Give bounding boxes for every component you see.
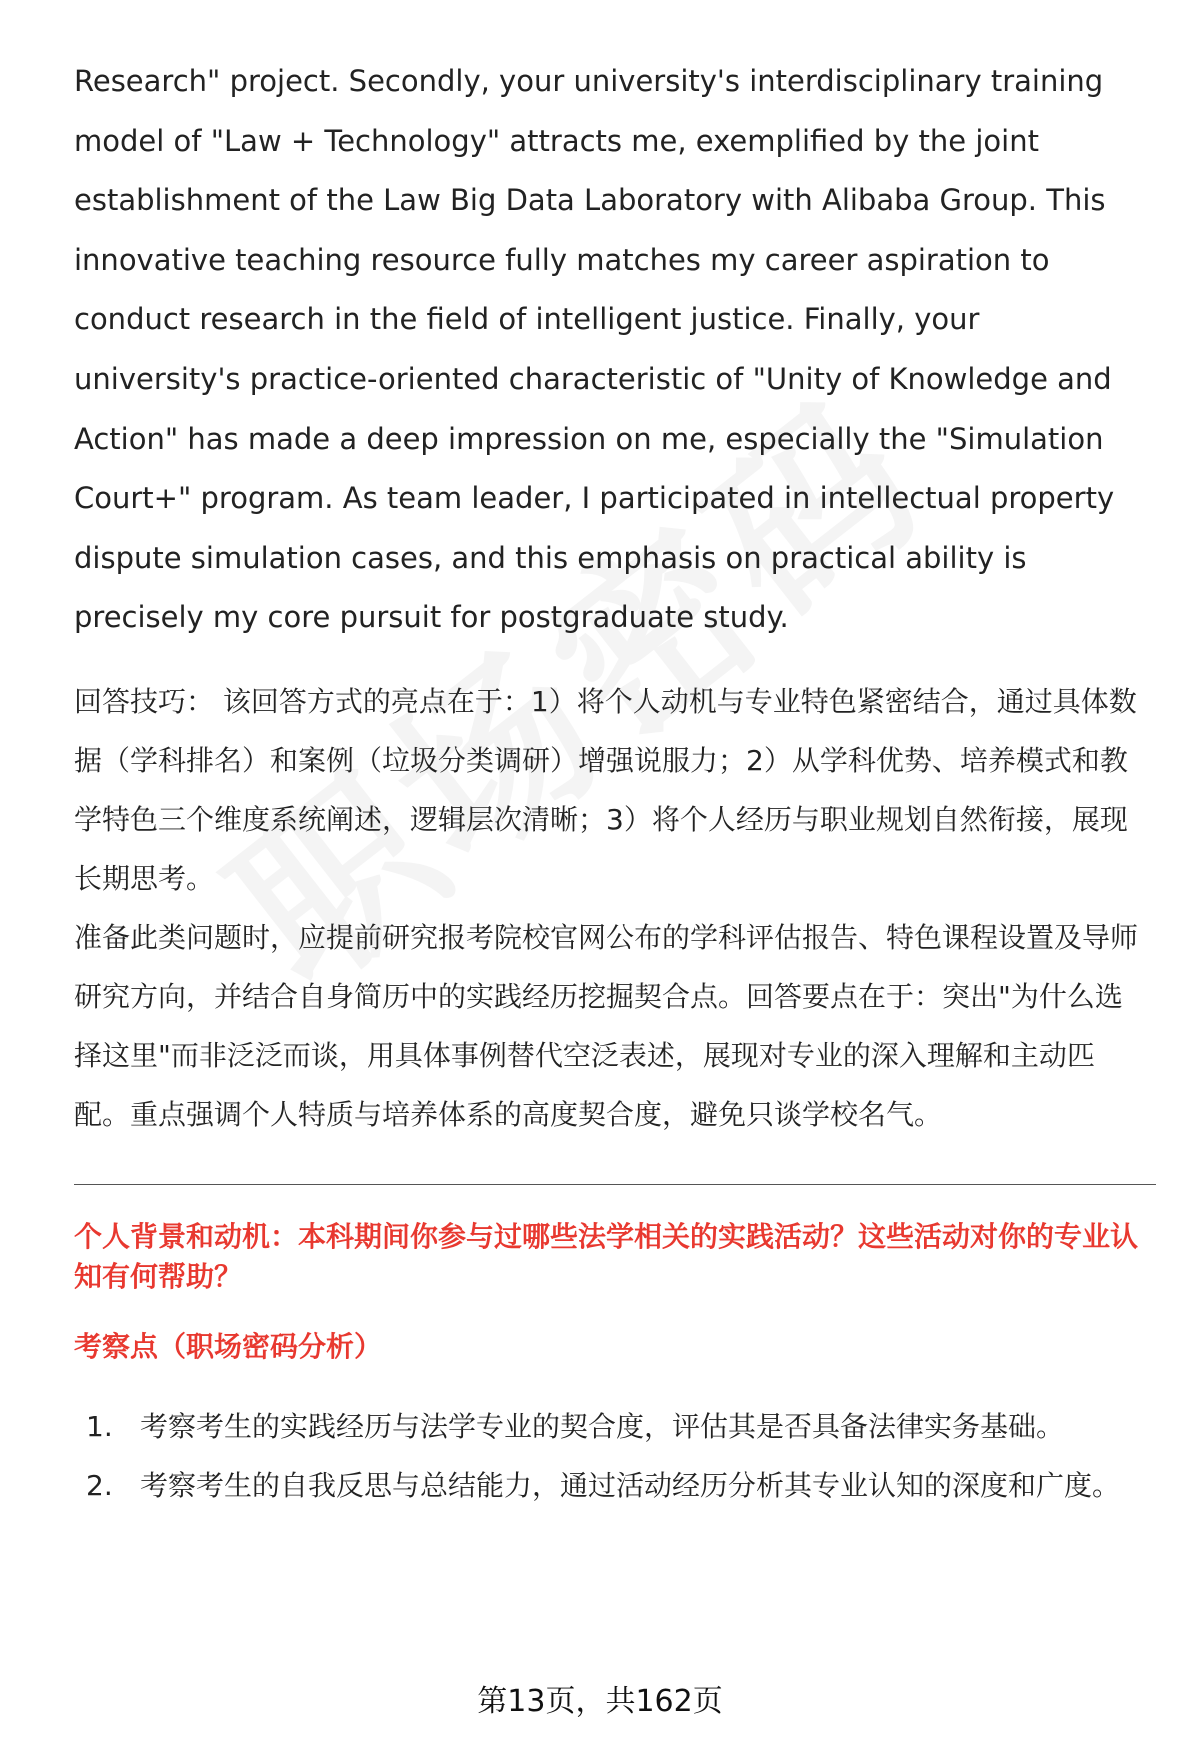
list-item-text: 考察考生的实践经历与法学专业的契合度，评估其是否具备法律实务基础。 (140, 1409, 1065, 1443)
list-item (74, 1456, 1150, 1515)
english-answer-paragraph: Research" project. Secondly, your university's interdisciplinary training model of "Law + Technology" attracts me, exemplified by the joint establishment of the Law Big Data Laboratory with Alibaba Group. This innovative teaching resource fully matches my career aspiration to conduct research in the field of intelligent justice. Finally, your university's practice-oriented characteristic of "Unity of Knowledge and Action" has made a deep impression on me, especially the "Simulation Court+" program. As team leader, I participated in intellectual property dispute simulation cases, and this emphasis on practical ability is precisely my core pursuit for postgraduate study. (74, 64, 1115, 635)
page-content (74, 52, 1150, 1515)
question-heading: 个人背景和动机：本科期间你参与过哪些法学相关的实践活动？这些活动对你的专业认知有何帮助？ (74, 1219, 1139, 1293)
list-item-number: 2. (86, 1468, 113, 1502)
answer-tips-section (74, 672, 1150, 1144)
page-number: 第13页，共162页 (477, 1684, 723, 1719)
assessment-points-title: 考察点（职场密码分析） (74, 1329, 383, 1363)
section-divider (74, 1184, 1156, 1185)
list-item (74, 1397, 1150, 1456)
list-item-number: 1. (86, 1409, 113, 1443)
preparation-advice-paragraph: 准备此类问题时，应提前研究报考院校官网公布的学科评估报告、特色课程设置及导师研究方向，并结合自身简历中的实践经历挖掘契合点。回答要点在于：突出"为什么选择这里"而非泛泛而谈，用具体事例替代空泛表述，展现对专业的深入理解和主动匹配。重点强调个人特质与培养体系的高度契合度，避免只谈学校名气。 (74, 920, 1139, 1131)
answer-tips-paragraph: 回答技巧： 该回答方式的亮点在于：1）将个人动机与专业特色紧密结合，通过具体数据（学科排名）和案例（垃圾分类调研）增强说服力；2）从学科优势、培养模式和教学特色三个维度系统阐述，逻辑层次清晰；3）将个人经历与职业规划自然衔接，展现长期思考。 (74, 684, 1137, 895)
list-item-text: 考察考生的自我反思与总结能力，通过活动经历分析其专业认知的深度和广度。 (140, 1468, 1121, 1502)
assessment-points-list (74, 1397, 1150, 1515)
